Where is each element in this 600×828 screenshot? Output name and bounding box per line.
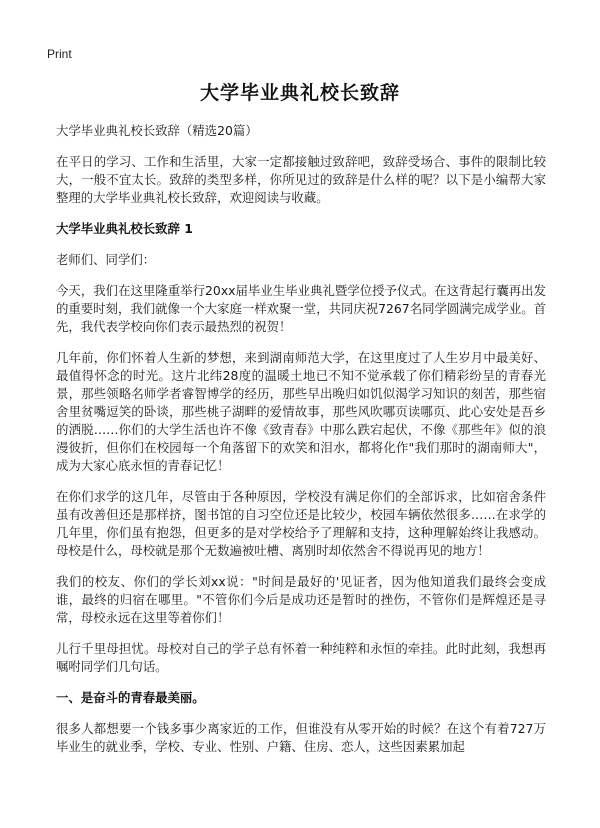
body-paragraph-2: 几年前，你们怀着人生新的梦想，来到湖南师范大学，在这里度过了人生岁月中最美好、最值得怀念的时光。这片北纬28度的温暖土地已不知不觉承载了你们精彩纷呈的青春光景，那些领略名师学者睿智博学的经历，那些早出晚归如饥似渴学习知识的刻苦，那些宿舍里贫嘴逗笑的卧谈，那些桃子湖畔的爱情故事，那些风吹哪页读哪页、此心安处是吾乡的洒脱……你们的大学生活也许不像《致青春》中那么跌宕起伏，不像《那些年》似的浪漫彼折，但你们在校园每一个角落留下的欢笑和泪水，都将化作"我们那时的湖南师大"，成为大家心底永恒的青春记忆！ [56, 350, 546, 473]
greeting-line: 老师们、同学们： [56, 252, 156, 267]
article-subtitle: 大学毕业典礼校长致辞（精选20篇） [56, 123, 258, 138]
section-heading-2: 一、是奋斗的青春最美丽。 [56, 690, 205, 705]
article-body [56, 122, 546, 769]
print-label[interactable]: Print [47, 47, 72, 61]
body-paragraph-1: 今天，我们在这里隆重举行20xx届毕业生毕业典礼暨学位授予仪式。在这背起行囊再出发的重要时刻，我们就像一个大家庭一样欢聚一堂，共同庆祝7267名同学圆满完成学业。首先，我代表学校向你们表示最热烈的祝贺！ [56, 283, 546, 334]
body-paragraph-5: 儿行千里母担忧。母校对自己的学子总有怀着一种纯粹和永恒的牵挂。此时此刻，我想再嘱咐同学们几句话。 [56, 641, 546, 674]
body-paragraph-6: 很多人都想要一个钱多事少离家近的工作，但谁没有从零开始的时候？在这个有着727万毕业生的就业季，学校、专业、性别、户籍、住房、恋人，这些因素累加起 [56, 721, 546, 754]
page-title: 大学毕业典礼校长致辞 [199, 82, 400, 104]
intro-paragraph: 在平日的学习、工作和生活里，大家一定都接触过致辞吧，致辞受场合、事件的限制比较大，一般不宜太长。致辞的类型多样，你所见过的致辞是什么样的呢？以下是小编帮大家整理的大学毕业典礼校长致辞，欢迎阅读与收藏。 [56, 154, 546, 205]
body-paragraph-3: 在你们求学的这几年，尽管由于各种原因，学校没有满足你们的全部诉求，比如宿舍条件虽有改善但还是那样挤，图书馆的自习空位还是比较少，校园车辆依然很多……在求学的几年里，你们虽有抱怨，但更多的是对学校给予了理解和支持，这种理解始终让我感动。母校是什么，母校就是那个无数遍被吐槽、离别时却依然舍不得说再见的地方！ [56, 489, 546, 558]
section-heading-1: 大学毕业典礼校长致辞 1 [56, 221, 193, 236]
body-paragraph-4: 我们的校友、你们的学长刘xx说："时间是最好的'见证者，因为他知道我们最终会变成谁，最终的归宿在哪里。"不管你们今后是成功还是暂时的挫伤，不管你们是辉煌还是寻常，母校永远在这里等着你们！ [56, 574, 546, 625]
